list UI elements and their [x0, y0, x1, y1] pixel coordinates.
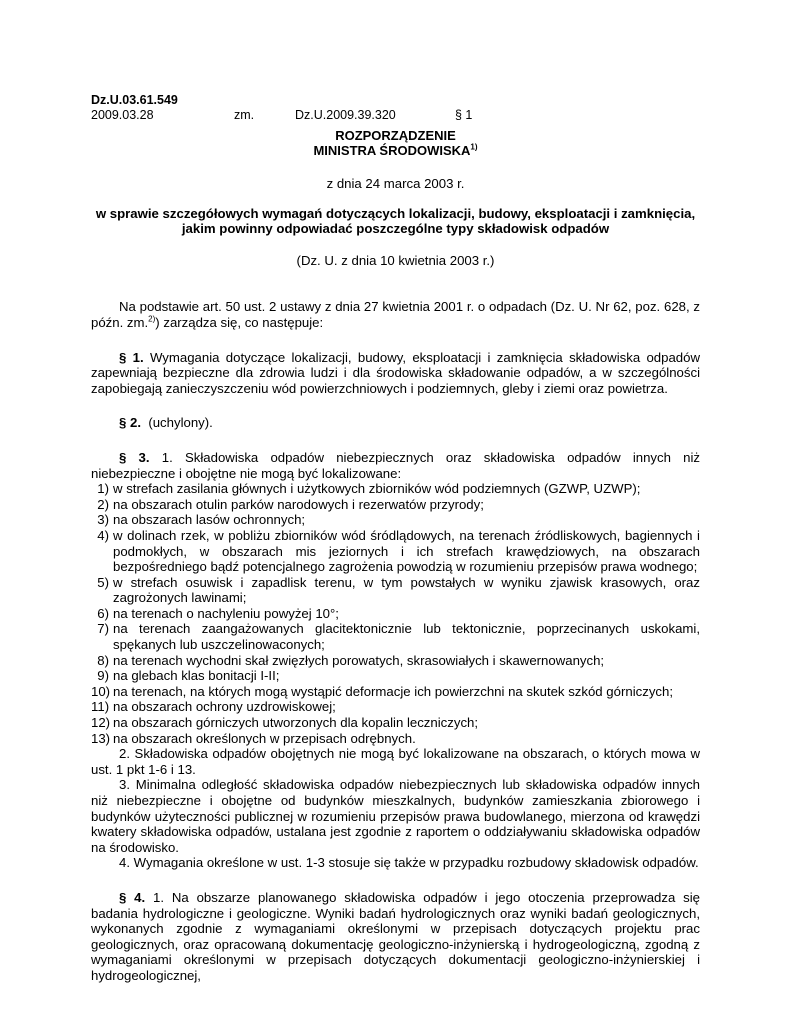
list-item: 11) na obszarach ochrony uzdrowiskowej;: [91, 699, 336, 715]
section-1-label: § 1.: [119, 349, 144, 365]
list-item: 12) na obszarach górniczych utworzonych dla kopalin leczniczych;: [91, 715, 479, 731]
section-1-text: Wymagania dotyczące lokalizacji, budowy, eksploatacji i zamknięcia składowiska odpadów zapewniają bezpieczne dla zdrowia ludzi i dla środowiska składowanie odpadów, a w szczególności zapobiegają zanieczyszczeniu wód powierzchniowych i podziemnych, gleby i ziemi oraz powietrza.: [91, 349, 701, 396]
section-3-intro: § 3. 1. Składowiska odpadów niebezpiecznych oraz składowiska odpadów innych niż niebezpieczne i obojętne nie mogą być lokalizowane:: [91, 449, 700, 481]
document-date: z dnia 24 marca 2003 r.: [326, 176, 465, 191]
section-3-label: § 3.: [119, 449, 150, 465]
list-item: 6) na terenach o nachyleniu powyżej 10°;: [97, 605, 339, 621]
title-line-1: ROZPORZĄDZENIE: [335, 128, 456, 143]
list-item: 7) na terenach zaangażowanych glacitektonicznie lub tektonicznie, poprzecinanych uskokami, spękanych lub uszczelinowaconych;: [97, 621, 700, 653]
header-amendment: Dz.U.2009.39.320: [295, 108, 396, 122]
title-line-2: MINISTRA ŚRODOWISKA$^{1)}$: [313, 142, 478, 158]
section-1: [91, 350, 700, 397]
list-item: 3) na obszarach lasów ochronnych;: [97, 512, 306, 528]
list-item: 4) w dolinach rzek, w pobliżu zbiorników wód śródlądowych, na terenach źródliskowych, bagiennych i podmokłych, w obszarach mis jeziornych i ich strefach krawędziowych, na obszarach bezpośredniego bądź potencjalnego zagrożenia powodzią w rozumieniu przepisów prawa wodnego;: [97, 527, 700, 575]
document-header: [91, 93, 700, 125]
list-item: 8) na terenach wychodni skał zwięzłych porowatych, skrasowiałych i skawernowanych;: [97, 652, 605, 668]
list-item: 5) w strefach osuwisk i zapadlisk terenu, w tym powstałych w wyniku zjawisk krasowych, oraz zagrożonych lawinami;: [97, 574, 700, 606]
list-item: 2) na obszarach otulin parków narodowych i rezerwatów przyrody;: [97, 496, 484, 512]
legal-basis-paragraph: Na podstawie art. 50 ust. 2 ustawy z dnia 27 kwietnia 2001 r. o odpadach (Dz. U. Nr 62, poz. 628, z późn. zm.$^{2)}$) zarządza się, co następuje:: [91, 299, 700, 330]
footnote-ref-1: 1): [470, 142, 478, 152]
journal-code: Dz.U.03.61.549: [91, 93, 178, 107]
section-3-list: [91, 481, 700, 746]
header-meta-row: [91, 108, 700, 123]
section-2: [91, 415, 700, 431]
section-2-text: (uchylony).: [148, 415, 213, 431]
list-item: 9) na glebach klas bonitacji I-II;: [97, 668, 280, 684]
section-2-label: § 2.: [119, 415, 141, 431]
document-subject: [91, 206, 700, 237]
section-3: [91, 450, 700, 871]
section-3-para-4: 4. Wymagania określone w ust. 1-3 stosuje się także w przypadku rozbudowy składowisk odpadów.: [119, 855, 699, 871]
section-3-para-3: 3. Minimalna odległość składowiska odpadów niebezpiecznych lub składowiska odpadów innych niż niebezpieczne i obojętne od budynków mieszkalnych, budynków zamieszkania zbiorowego i budynków użyteczności publicznej w rozumieniu przepisów prawa budowlanego, mierzona od krawędzi kwatery składowiska odpadów, ustalana jest zgodnie z raportem o oddziaływaniu składowiska odpadów na środowisko.: [91, 777, 700, 855]
section-4: [91, 890, 700, 984]
list-item: 10) na terenach, na których mogą wystąpić deformacje ich powierzchni na skutek szkód górniczych;: [91, 683, 674, 699]
document-page: [91, 93, 700, 984]
subject-line-2: jakim powinny odpowiadać poszczególne typy składowisk odpadów: [181, 221, 610, 237]
section-3-para-2: 2. Składowiska odpadów obojętnych nie mogą być lokalizowane na obszarach, o których mowa w ust. 1 pkt 1-6 i 13.: [91, 746, 700, 777]
header-paragraph: § 1: [455, 108, 473, 122]
list-item: 13) na obszarach określonych w przepisach odrębnych.: [91, 730, 416, 746]
document-title: [91, 128, 700, 158]
journal-reference: (Dz. U. z dnia 10 kwietnia 2003 r.): [296, 252, 495, 268]
footnote-ref-2: 2): [148, 314, 156, 324]
header-date: 2009.03.28: [91, 108, 154, 122]
subject-line-1: w sprawie szczegółowych wymagań dotyczących lokalizacji, budowy, eksploatacji i zamknięcia,: [95, 205, 696, 221]
section-4-text: 1. Na obszarze planowanego składowiska odpadów i jego otoczenia przeprowadza się badania hydrologiczne i geologiczne. Wyniki badań hydrologicznych oraz wyniki badań geologicznych, wykonanych zgodnie z wymaganiami określonymi w przepisach dotyczących projektu prac geologicznych, oraz opracowaną dokumentację geologiczno-inżynierską i hydrogeologiczną, zgodną z wymaganiami określonymi w przepisach dotyczących dokumentacji geologiczno-inżynierskiej i hydrogeologicznej,: [91, 889, 700, 983]
header-zm: zm.: [234, 108, 255, 122]
list-item: 1) w strefach zasilania głównych i użytkowych zbiorników wód podziemnych (GZWP, UZWP);: [97, 481, 641, 497]
section-4-label: § 4.: [119, 889, 146, 905]
